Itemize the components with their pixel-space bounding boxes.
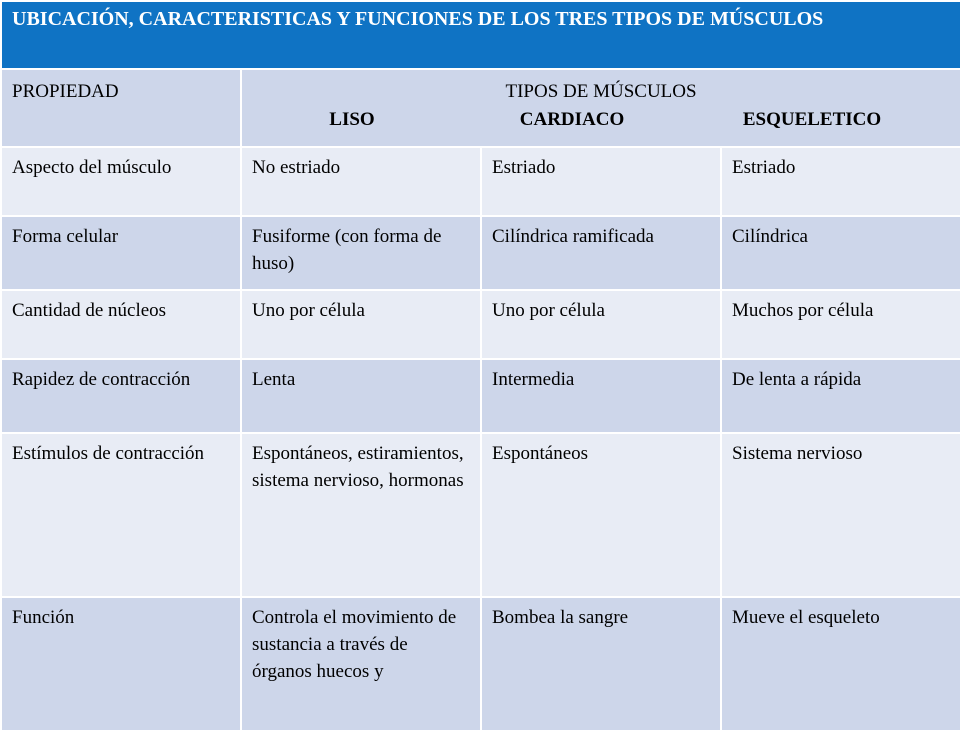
header-types-title: TIPOS DE MÚSCULOS [505, 81, 697, 102]
cell-property: Función [1, 597, 241, 731]
cell-liso: Fusiforme (con forma de huso) [241, 216, 481, 290]
cell-esqueletico: Sistema nervioso [721, 433, 960, 597]
cell-property: Estímulos de contracción [1, 433, 241, 597]
header-type-esqueletico: ESQUELETICO [742, 109, 882, 130]
cell-esqueletico: De lenta a rápida [721, 359, 960, 433]
cell-cardiaco: Intermedia [481, 359, 721, 433]
cell-liso: Controla el movimiento de sustancia a través de órganos huecos y [241, 597, 481, 731]
header-property: PROPIEDAD [1, 69, 241, 147]
table-row [1, 216, 960, 290]
table-row [1, 147, 960, 216]
table-row [1, 433, 960, 597]
cell-property: Forma celular [1, 216, 241, 290]
cell-liso: Lenta [241, 359, 481, 433]
cell-property: Cantidad de núcleos [1, 290, 241, 359]
table-row [1, 290, 960, 359]
table-title: UBICACIÓN, CARACTERISTICAS Y FUNCIONES DE LOS TRES TIPOS DE MÚSCULOS [1, 1, 960, 69]
cell-liso: Espontáneos, estiramientos, sistema nervioso, hormonas [241, 433, 481, 597]
cell-cardiaco: Estriado [481, 147, 721, 216]
title-row [1, 1, 960, 69]
cell-liso: Uno por célula [241, 290, 481, 359]
cell-cardiaco: Espontáneos [481, 433, 721, 597]
cell-cardiaco: Cilíndrica ramificada [481, 216, 721, 290]
cell-esqueletico: Cilíndrica [721, 216, 960, 290]
header-types [241, 69, 960, 147]
cell-cardiaco: Bombea la sangre [481, 597, 721, 731]
cell-esqueletico: Mueve el esqueleto [721, 597, 960, 731]
cell-esqueletico: Estriado [721, 147, 960, 216]
cell-esqueletico: Muchos por célula [721, 290, 960, 359]
table-row [1, 359, 960, 433]
header-row [1, 69, 960, 147]
header-type-liso: LISO [329, 109, 375, 130]
table-row [1, 597, 960, 731]
cell-property: Rapidez de contracción [1, 359, 241, 433]
header-type-cardiaco: CARDIACO [519, 109, 625, 130]
header-types-subheaders [252, 105, 950, 133]
cell-cardiaco: Uno por célula [481, 290, 721, 359]
cell-liso: No estriado [241, 147, 481, 216]
cell-property: Aspecto del músculo [1, 147, 241, 216]
